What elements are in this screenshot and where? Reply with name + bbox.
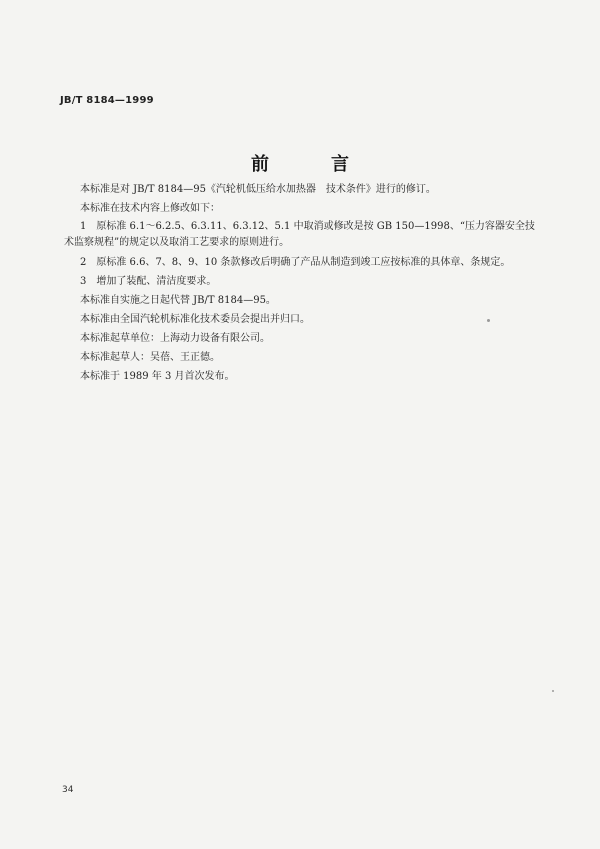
paragraph-proposer: 本标准由全国汽轮机标准化技术委员会提出并归口。 (80, 314, 310, 325)
paragraph-drafters: 本标准起草人：吴蓓、王正德。 (80, 352, 220, 363)
paragraph-drafting-unit: 本标准起草单位：上海动力设备有限公司。 (80, 333, 270, 344)
paragraph-intro: 本标准是对 JB/T 8184—95《汽轮机低压给水加热器 技术条件》进行的修订。 (80, 184, 436, 195)
paragraph-change-1: 1 原标准 6.1～6.2.5、6.3.11、6.3.12、5.1 中取消或修改是按 GB 150—1998、“压力容器安全技术监察规程”的规定以及取消工艺要求的原则进行。 (64, 221, 535, 248)
scan-speck (487, 319, 490, 322)
page-number: 34 (62, 785, 74, 795)
paragraph-changes-lead: 本标准在技术内容上修改如下： (80, 203, 220, 214)
page-title: 前 言 (251, 154, 371, 175)
standard-code: JB/T 8184—1999 (60, 95, 154, 106)
paragraph-change-2: 2 原标准 6.6、7、8、9、10 条款修改后明确了产品从制造到竣工应按标准的具体章、条规定。 (80, 257, 511, 268)
foreword-body (64, 180, 544, 386)
paragraph-change-3: 3 增加了装配、清洁度要求。 (80, 276, 217, 287)
scan-speck (552, 690, 554, 692)
paragraph-first-issue: 本标准于 1989 年 3 月首次发布。 (80, 371, 235, 382)
paragraph-replaces: 本标准自实施之日起代替 JB/T 8184—95。 (80, 295, 276, 306)
